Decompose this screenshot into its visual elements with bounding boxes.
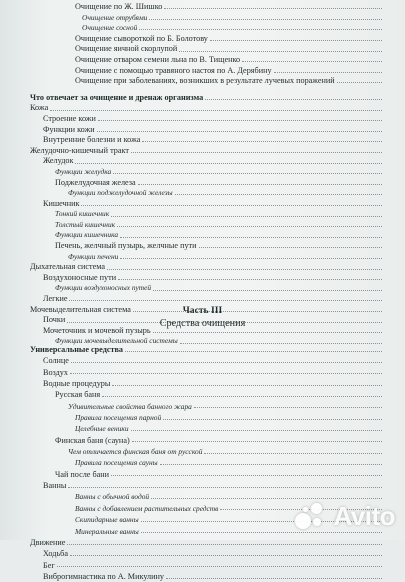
dot-leader	[151, 497, 382, 499]
dot-leader	[67, 543, 382, 545]
toc-entry-title: Очищение яичной скорлупой	[75, 44, 178, 54]
toc-entry	[30, 135, 382, 146]
toc-entry	[30, 560, 382, 571]
toc-entry-title: Очищение при заболеваниях, возникших в результате лучевых поражений	[75, 76, 335, 86]
toc-entry-title: Что отвечает за очищение и дренаж организма	[30, 92, 204, 102]
toc-entry	[30, 283, 382, 294]
toc-entry	[30, 66, 382, 77]
toc-entry-title: Виброгимнастика по А. Микулину	[43, 571, 164, 581]
toc-entry-title: Ходьба	[43, 549, 68, 559]
toc-entry	[30, 178, 382, 189]
toc-entry-title: Воздухоносные пути	[43, 272, 117, 282]
toc-entry	[30, 435, 382, 446]
toc-entry	[30, 13, 382, 24]
toc-entry-title: Правила посещения сауны	[75, 458, 158, 468]
toc-entry	[30, 220, 382, 231]
toc-entry-title: Бег	[43, 560, 55, 570]
toc-entry-title: Строение кожи	[43, 113, 96, 123]
toc-entry-title: Функции мочевыделительной системы	[55, 336, 178, 346]
toc-entry	[30, 294, 382, 305]
dot-leader	[112, 384, 382, 386]
toc-entry	[30, 2, 382, 13]
toc-entry	[30, 480, 382, 491]
dot-leader	[138, 183, 382, 185]
toc-section-cleansing-methods	[30, 2, 382, 347]
toc-entry-title: Почки	[43, 315, 66, 325]
toc-entry-title: Функции желудка	[55, 166, 112, 176]
toc-entry-title: Ванны	[43, 481, 67, 491]
toc-entry-title: Целебные веники	[75, 424, 129, 434]
dot-leader	[149, 18, 382, 20]
toc-entry	[30, 125, 382, 136]
toc-entry-title: Очищение сосной	[82, 23, 138, 33]
dot-leader	[117, 225, 382, 227]
toc-entry	[30, 34, 382, 45]
toc-entry-title: Функции поджелудочной железы	[68, 188, 173, 198]
part-number: Часть III	[182, 305, 223, 316]
dot-leader	[139, 28, 382, 30]
toc-entry	[30, 209, 382, 220]
toc-entry-title: Минеральные ванны	[75, 526, 139, 536]
toc-entry	[30, 571, 382, 582]
toc-entry-title: Мочеточник и мочевой пузырь	[43, 325, 151, 335]
toc-entry	[30, 199, 382, 210]
toc-entry	[30, 76, 382, 87]
toc-entry-title: Легкие	[43, 294, 68, 304]
dot-leader	[70, 554, 382, 556]
dot-leader	[131, 151, 382, 153]
toc-entry	[30, 446, 382, 457]
toc-entry	[30, 457, 382, 468]
toc-entry	[30, 273, 382, 284]
dot-leader	[194, 406, 382, 408]
dot-leader	[242, 60, 382, 62]
dot-leader	[175, 193, 382, 195]
toc-entry-title: Финская баня (сауна)	[55, 435, 130, 445]
toc-entry-title: Функции кожи	[43, 124, 95, 134]
dot-leader	[107, 268, 382, 270]
toc-entry-title: Русская баня	[55, 390, 101, 400]
toc-entry	[30, 252, 382, 263]
dot-leader	[210, 39, 382, 41]
toc-entry-title: Водные процедуры	[43, 379, 111, 389]
dot-leader	[153, 331, 382, 333]
dot-leader	[337, 81, 382, 83]
toc-entry-title: Очищение отрубями	[82, 12, 148, 22]
dot-leader	[69, 299, 382, 301]
toc-entry	[30, 262, 382, 273]
watermark-text: Avito	[333, 501, 395, 531]
dot-leader	[199, 246, 382, 248]
toc-entry-title: Скипидарные ванны	[75, 515, 139, 525]
dot-leader	[102, 395, 382, 397]
dot-leader	[57, 565, 382, 567]
toc-entry-title: Ванны с обычной водой	[75, 492, 150, 502]
toc-entry-title: Очищение отваром семени льна по В. Тищенко	[75, 54, 241, 64]
dot-leader	[98, 119, 382, 121]
toc-entry	[30, 412, 382, 423]
toc-section-cleansing-means	[30, 344, 382, 582]
toc-entry-title: Ванны с добавлением растительных средств	[75, 503, 219, 513]
dot-leader	[163, 418, 382, 420]
toc-entry-title: Функции воздухоносных путей	[55, 283, 152, 293]
toc-entry-title: Очищение с помощью травяного настоя по А. Дерябину	[75, 65, 272, 75]
toc-entry	[30, 103, 382, 114]
toc-entry-title: Правила посещения парной	[75, 413, 162, 423]
toc-entry	[30, 344, 382, 355]
toc-entry	[30, 156, 382, 167]
dot-leader	[131, 429, 382, 431]
toc-entry-title: Внутренние болезни и кожа	[43, 135, 141, 145]
dot-leader	[120, 257, 382, 259]
dot-leader	[97, 130, 382, 132]
toc-entry-title: Солнце	[43, 356, 69, 366]
dot-leader	[204, 452, 382, 454]
dot-leader	[153, 289, 382, 291]
toc-entry	[30, 378, 382, 389]
dot-leader	[166, 577, 382, 579]
toc-entry	[30, 55, 382, 66]
dot-leader	[68, 486, 382, 488]
dot-leader	[132, 440, 382, 442]
toc-entry-title: Удивительные свойства банного жара	[68, 401, 192, 411]
dot-leader	[111, 474, 382, 476]
toc-entry-title: Поджелудочная железа	[55, 177, 136, 187]
toc-entry	[30, 367, 382, 378]
toc-entry-title: Печень, желчный пузырь, желчные пути	[55, 241, 197, 251]
toc-entry-title: Тонкий кишечник	[55, 209, 110, 219]
toc-entry	[30, 401, 382, 412]
dot-leader	[179, 50, 382, 52]
dot-leader	[164, 7, 382, 9]
dot-leader	[50, 109, 382, 111]
dot-leader	[70, 372, 382, 374]
toc-entry-title: Кожа	[30, 103, 49, 113]
toc-entry-title: Мочевыделительная система	[30, 304, 131, 314]
dot-leader	[142, 140, 382, 142]
toc-entry	[30, 469, 382, 480]
toc-entry	[30, 389, 382, 400]
toc-entry	[30, 93, 382, 104]
toc-entry	[30, 230, 382, 241]
toc-entry	[30, 241, 382, 252]
toc-entry	[30, 167, 382, 178]
toc-entry-title: Очищение по Ж. Шишко	[75, 2, 163, 11]
toc-entry	[30, 548, 382, 559]
toc-entry-title: Чай после бани	[55, 469, 110, 479]
toc-entry	[30, 188, 382, 199]
dot-leader	[274, 71, 382, 73]
dot-leader	[160, 463, 382, 465]
toc-entry	[30, 44, 382, 55]
toc-entry-title: Движение	[30, 537, 66, 547]
toc-entry-title: Воздух	[43, 367, 68, 377]
toc-entry-title: Желудочно-кишечный тракт	[30, 145, 129, 155]
toc-entry	[30, 146, 382, 157]
toc-entry-title: Функции печени	[68, 251, 119, 261]
dot-leader	[205, 98, 382, 100]
part-title: Средства очищения	[159, 318, 246, 329]
toc-entry-title: Функции кишечника	[55, 230, 119, 240]
dot-leader	[81, 204, 382, 206]
toc-entry-title: Кишечник	[43, 198, 80, 208]
toc-entry	[30, 23, 382, 34]
avito-logo-icon	[295, 503, 329, 531]
dot-leader	[125, 350, 382, 352]
toc-entry-title: Чем отличается финская баня от русской	[68, 447, 203, 457]
toc-entry-title: Желудок	[43, 156, 74, 166]
dot-leader	[111, 215, 382, 217]
dot-leader	[71, 361, 382, 363]
toc-entry	[30, 114, 382, 125]
toc-entry-title: Толстый кишечник	[55, 219, 116, 229]
dot-leader	[113, 172, 382, 174]
toc-entry-title: Очищение сывороткой по Б. Болотову	[75, 33, 208, 43]
avito-watermark	[295, 501, 395, 532]
dot-leader	[118, 278, 382, 280]
dot-leader	[120, 236, 382, 238]
toc-entry-title: Дыхательная система	[30, 262, 105, 272]
toc-entry	[30, 355, 382, 366]
toc-entry	[30, 423, 382, 434]
toc-entry	[30, 537, 382, 548]
dot-leader	[75, 162, 382, 164]
toc-entry-title: Универсальные средства	[30, 345, 124, 354]
